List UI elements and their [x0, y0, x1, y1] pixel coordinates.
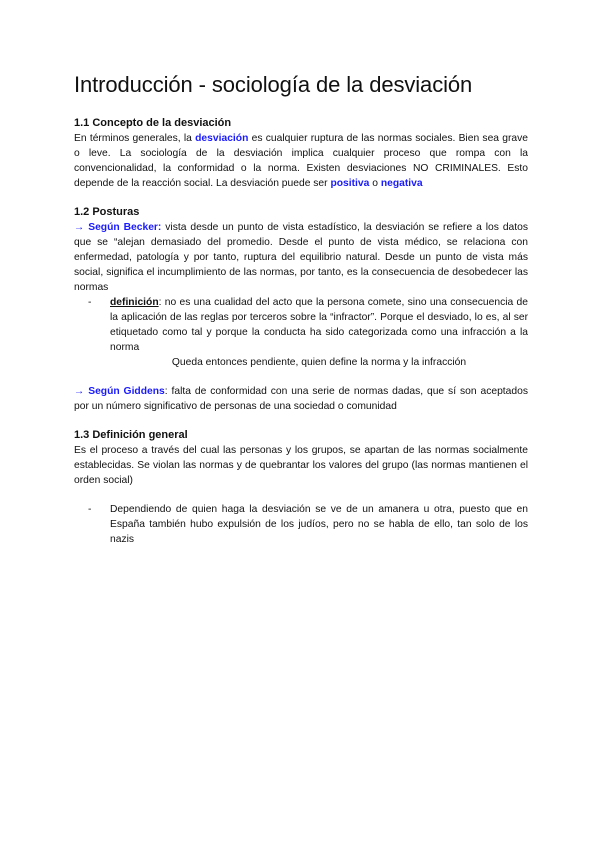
definicion-list: [74, 295, 528, 355]
keyword-positiva: positiva: [330, 178, 370, 189]
note-text: Dependiendo de quien haga la desviación se ve de un amanera u otra, puesto que en España también hubo expulsión de los judíos, pero no se habla de ello, tan solo de los nazis: [110, 504, 528, 545]
becker-label: → Según Becker:: [74, 222, 162, 233]
definicion-text: : no es una cualidad del acto que la persona comete, sino una consecuencia de la aplicación de las reglas por terceros sobre la “infractor”. Porque el desviado, lo es, al ser etiquetado como tal y porque la conducta ha sido categorizada como una infracción a la norma: [110, 297, 528, 353]
becker-text: vista desde un punto de vista estadístico, la desviación se refiere a los datos que se “alejan demasiado del promedio. Desde el punto de vista médico, se relaciona con enfermedad, patología y por tanto, ruptura del equilibrio natural. Desde un punto de vista más social, significa el incumplimiento de las normas, por tanto, es la consecuencia de desobedecer las normas: [74, 222, 529, 293]
spacer: [74, 414, 528, 428]
definicion-general-paragraph: Es el proceso a través del cual las personas y los grupos, se apartan de las normas socialmente establecidas. Se violan las normas y de quebrantar los valores del grupo (las normas mantienen el orden social): [74, 445, 528, 486]
page-title: Introducción - sociología de la desviación: [74, 72, 473, 97]
concepto-connector: o: [369, 178, 381, 189]
concepto-paragraph: [74, 131, 528, 191]
keyword-desviacion: desviación: [195, 133, 249, 144]
list-item: [74, 295, 528, 355]
document-content: [74, 70, 528, 547]
spacer: [74, 488, 528, 502]
spacer: [74, 191, 528, 205]
becker-paragraph: [74, 220, 528, 295]
dash-bullet: -: [88, 297, 92, 308]
giddens-text: : falta de conformidad con una serie de normas dadas, que sí son aceptados por un número significativo de personas de una sociedad o comunidad: [74, 386, 528, 412]
keyword-negativa: negativa: [380, 178, 423, 189]
concepto-text-b: es cualquier ruptura de las normas sociales. Bien sea grave o leve. La sociología de la desviación implica cualquier proceso que rompa con la convencionalidad, la conformidad o la norma. Existen desviaciones NO CRIMINALES. Esto depende de la reacción social. La desviación puede ser: [74, 133, 529, 189]
giddens-label: → Según Giddens: [74, 386, 165, 397]
concepto-text-a: En términos generales, la: [74, 133, 196, 144]
giddens-paragraph: [74, 384, 528, 414]
pending-note: Queda entonces pendiente, quien define la norma y la infracción: [171, 357, 467, 368]
dash-bullet: -: [88, 504, 92, 515]
spacer: [74, 370, 528, 384]
definicion-label: definición: [110, 297, 159, 308]
section-heading-posturas: 1.2 Posturas: [74, 206, 140, 218]
section-heading-concepto: 1.1 Concepto de la desviación: [74, 117, 232, 129]
section-heading-definicion-general: 1.3 Definición general: [74, 429, 188, 441]
note-list: [74, 502, 528, 547]
list-item: [74, 502, 528, 547]
